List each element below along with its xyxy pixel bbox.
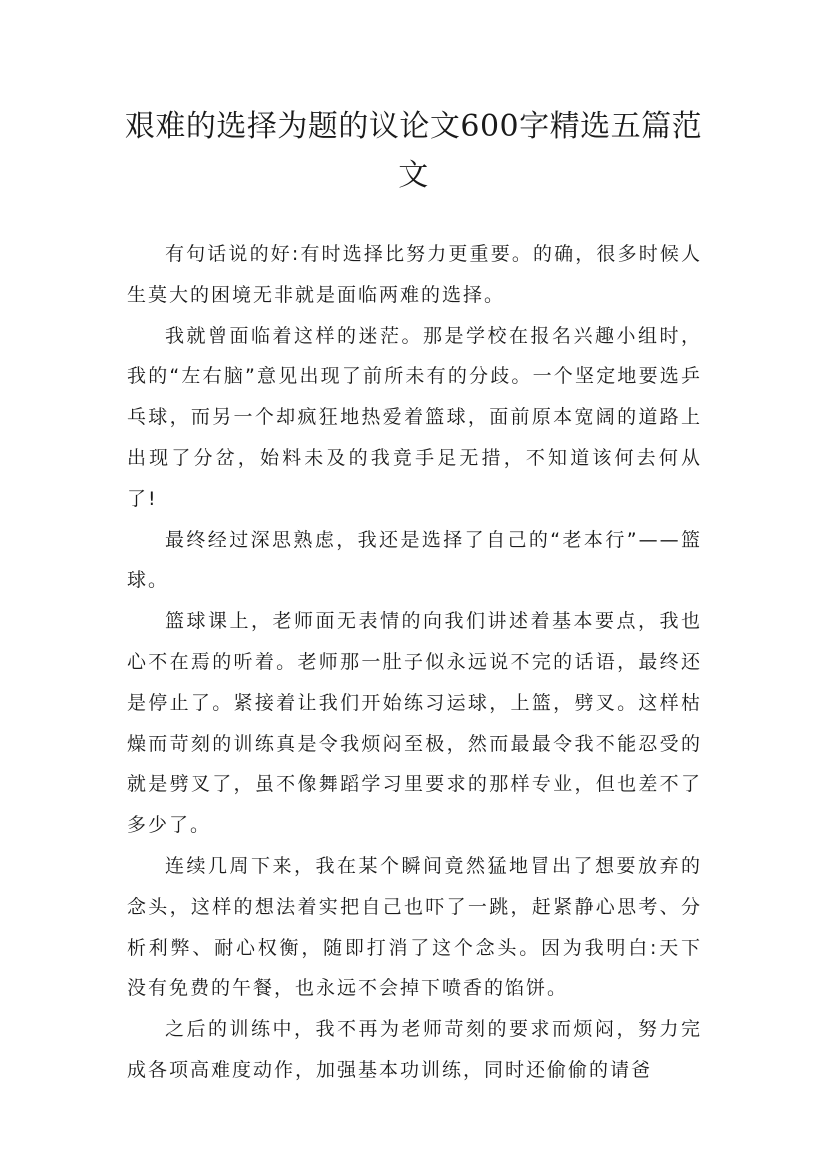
- document-title: 艰难的选择为题的议论文600字精选五篇范文: [124, 109, 703, 193]
- paragraph-2: 我就曾面临着这样的迷茫。那是学校在报名兴趣小组时，我的“左右脑”意见出现了前所未有的分歧。一个坚定地要选乒乓球，而另一个却疯狂地热爱着篮球，面前原本宽阔的道路上出现了分岔，始料未及的我竟手足无措，不知道该何去何从了!: [127, 324, 702, 510]
- paragraph-5: 连续几周下来，我在某个瞬间竟然猛地冒出了想要放弃的念头，这样的想法着实把自己也吓了一跳，赶紧静心思考、分析利弊、耐心权衡，随即打消了这个念头。因为我明白:天下没有免费的午餐，也永远不会掉下喷香的馅饼。: [127, 854, 702, 1000]
- document-body: [127, 234, 702, 1091]
- paragraph-6: 之后的训练中，我不再为老师苛刻的要求而烦闷，努力完成各项高难度动作，加强基本功训练，同时还偷偷的请爸: [127, 1018, 702, 1081]
- paragraph-4: 篮球课上，老师面无表情的向我们讲述着基本要点，我也心不在焉的听着。老师那一肚子似永远说不完的话语，最终还是停止了。紧接着让我们开始练习运球，上篮，劈叉。这样枯燥而苛刻的训练真是令我烦闷至极，然而最最令我不能忍受的就是劈叉了，虽不像舞蹈学习里要求的那样专业，但也差不了多少了。: [127, 610, 702, 837]
- paragraph-3: 最终经过深思熟虑，我还是选择了自己的“老本行”——篮球。: [127, 528, 702, 592]
- paragraph-1: 有句话说的好:有时选择比努力更重要。的确，很多时候人生莫大的困境无非就是面临两难的选择。: [127, 243, 702, 306]
